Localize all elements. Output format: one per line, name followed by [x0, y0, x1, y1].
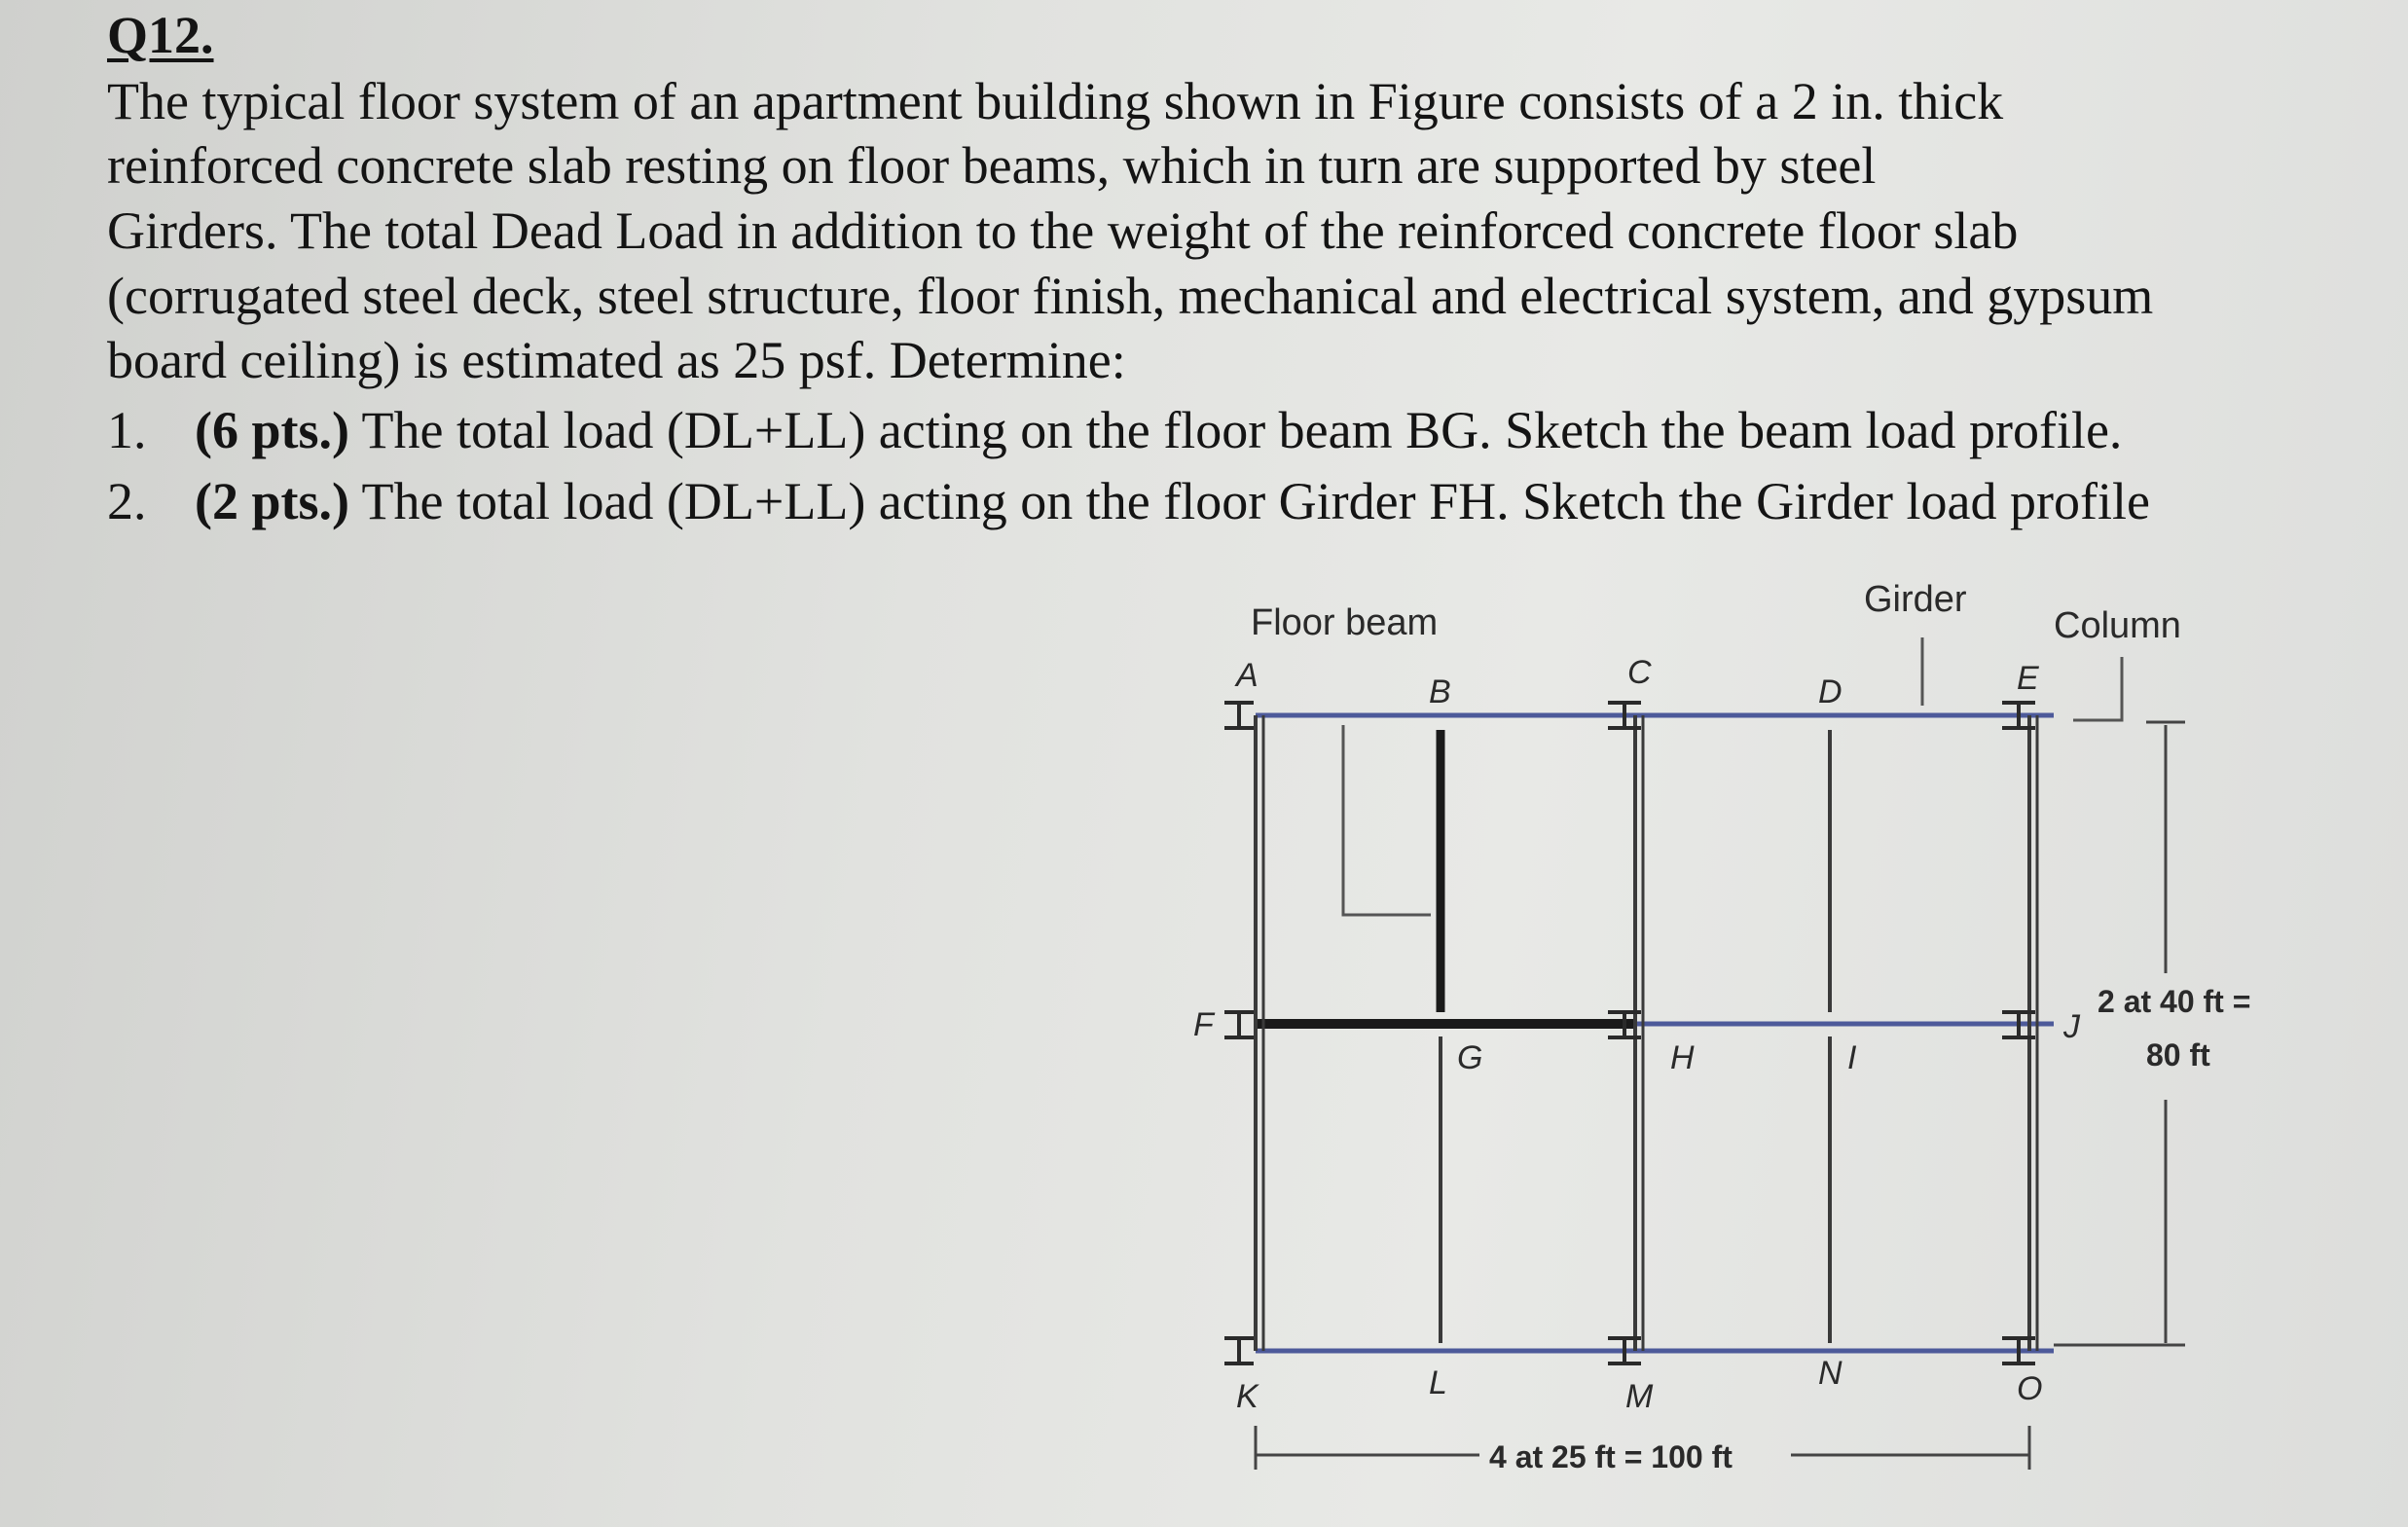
vertical-dimension-label-1: 2 at 40 ft =	[2098, 984, 2251, 1019]
node-k: K	[1236, 1378, 1259, 1415]
list-item-number: 2.	[107, 472, 147, 530]
node-e: E	[2017, 660, 2039, 697]
node-a: A	[1236, 657, 1259, 694]
column-k	[1224, 1338, 1254, 1363]
node-j: J	[2063, 1008, 2080, 1045]
node-d: D	[1818, 673, 1842, 710]
item-text: The total load (DL+LL) acting on the floor Girder FH. Sketch the Girder load profile	[361, 472, 2150, 530]
column-f	[1224, 1012, 1254, 1037]
paragraph-line: Girders. The total Dead Load in addition to the weight of the reinforced concrete floor slab	[107, 201, 2019, 260]
paragraph-line: board ceiling) is estimated as 25 psf. Determine:	[107, 331, 1126, 389]
tributary-outline	[1343, 725, 1431, 915]
points-label: (2 pts.)	[195, 472, 349, 530]
column-symbols	[1224, 703, 2035, 1363]
column-leader	[2073, 657, 2122, 720]
node-c: C	[1627, 654, 1652, 691]
horizontal-dimension-label: 4 at 25 ft = 100 ft	[1489, 1439, 1733, 1474]
paragraph-line: The typical floor system of an apartment building shown in Figure consists of a 2 in. thick	[107, 72, 2004, 130]
column-a	[1224, 703, 1254, 728]
node-o: O	[2017, 1370, 2043, 1407]
node-m: M	[1625, 1378, 1654, 1415]
item-text: The total load (DL+LL) acting on the floor beam BG. Sketch the beam load profile.	[361, 401, 2123, 459]
node-f: F	[1193, 1006, 1214, 1043]
node-i: I	[1847, 1039, 1857, 1076]
node-b: B	[1429, 673, 1451, 710]
paragraph-line: reinforced concrete slab resting on floor beams, which in turn are supported by steel	[107, 136, 1877, 195]
node-l: L	[1429, 1364, 1447, 1401]
floor-beam-label: Floor beam	[1251, 602, 1439, 643]
points-label: (6 pts.)	[195, 401, 349, 459]
node-h: H	[1670, 1039, 1695, 1076]
list-item-number: 1.	[107, 401, 147, 459]
node-n: N	[1818, 1355, 1842, 1392]
column-label: Column	[2054, 605, 2181, 646]
girder-label: Girder	[1864, 579, 1967, 620]
question-number: Q12.	[107, 6, 214, 64]
node-g: G	[1457, 1039, 1483, 1076]
paragraph-line: (corrugated steel deck, steel structure, floor finish, mechanical and electrical system, and gypsum	[107, 267, 2154, 325]
vertical-dimension-label-2: 80 ft	[2146, 1037, 2210, 1073]
